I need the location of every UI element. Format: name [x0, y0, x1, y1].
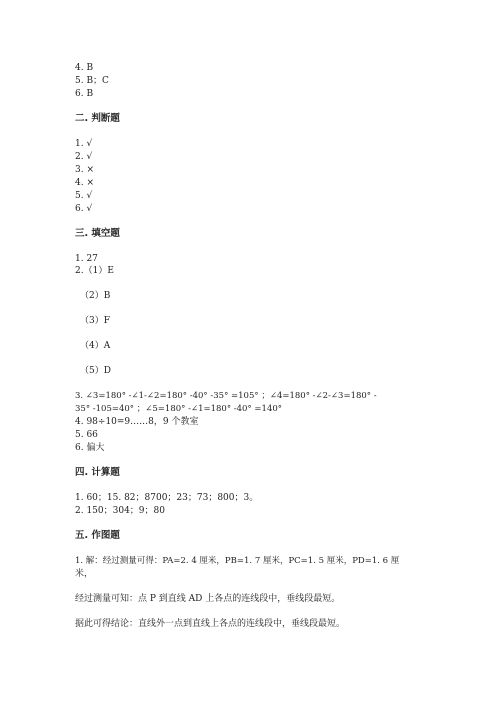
answer-line: 5. B；C: [75, 76, 109, 86]
answer-line: 2. 150；304；9；80: [75, 506, 165, 516]
answer-line: 35° -105=40° ；∠5=180° -∠1=180° -40° =140°: [75, 404, 283, 414]
answer-line: 1. 解：经过测量可得：PA=2. 4 厘米，PB=1. 7 厘米，PC=1. 5 厘米，PD=1. 6 厘: [75, 556, 400, 566]
answer-line: 5. 66: [75, 430, 98, 440]
answer-subpart: （5）D: [80, 366, 111, 376]
answer-subpart: （4）A: [80, 341, 111, 351]
answer-line: 2. √: [75, 152, 93, 162]
answer-line: 4. B: [75, 63, 94, 73]
section-heading: 二. 判断题: [75, 113, 120, 124]
answer-line: 1. √: [75, 139, 93, 149]
answer-line: 1. 60；15. 82；8700；23；73；800；3。: [75, 493, 259, 503]
answer-line: 3. ×: [75, 165, 94, 175]
answer-line: 6. √: [75, 204, 93, 214]
answer-line: 6. B: [75, 89, 94, 99]
answer-subpart: （3）F: [80, 316, 110, 326]
answer-paragraph: 据此可得结论：直线外一点到直线上各点的连线段中，垂线段最短。: [75, 619, 346, 629]
answer-line: 米，: [75, 569, 94, 579]
section-heading: 三. 填空题: [75, 228, 120, 239]
section-heading: 五. 作图题: [75, 530, 120, 541]
answer-subpart: （2）B: [80, 291, 111, 301]
answer-line: 2.（1）E: [75, 266, 114, 276]
answer-line: 5. √: [75, 191, 93, 201]
answer-line: 4. ×: [75, 178, 94, 188]
answer-paragraph: 经过测量可知：点 P 到直线 AD 上各点的连线段中，垂线段最短。: [75, 594, 341, 604]
section-heading: 四. 计算题: [75, 467, 120, 478]
answer-line: 6. 偏大: [75, 443, 105, 453]
answer-line: 4. 98÷10=9……8，9 个教室: [75, 417, 199, 427]
answer-line: 3. ∠3=180° -∠1-∠2=180° -40° -35° =105° ；∠4=180° -∠2-∠3=180° -: [75, 391, 377, 401]
answer-line: 1. 27: [75, 254, 98, 264]
